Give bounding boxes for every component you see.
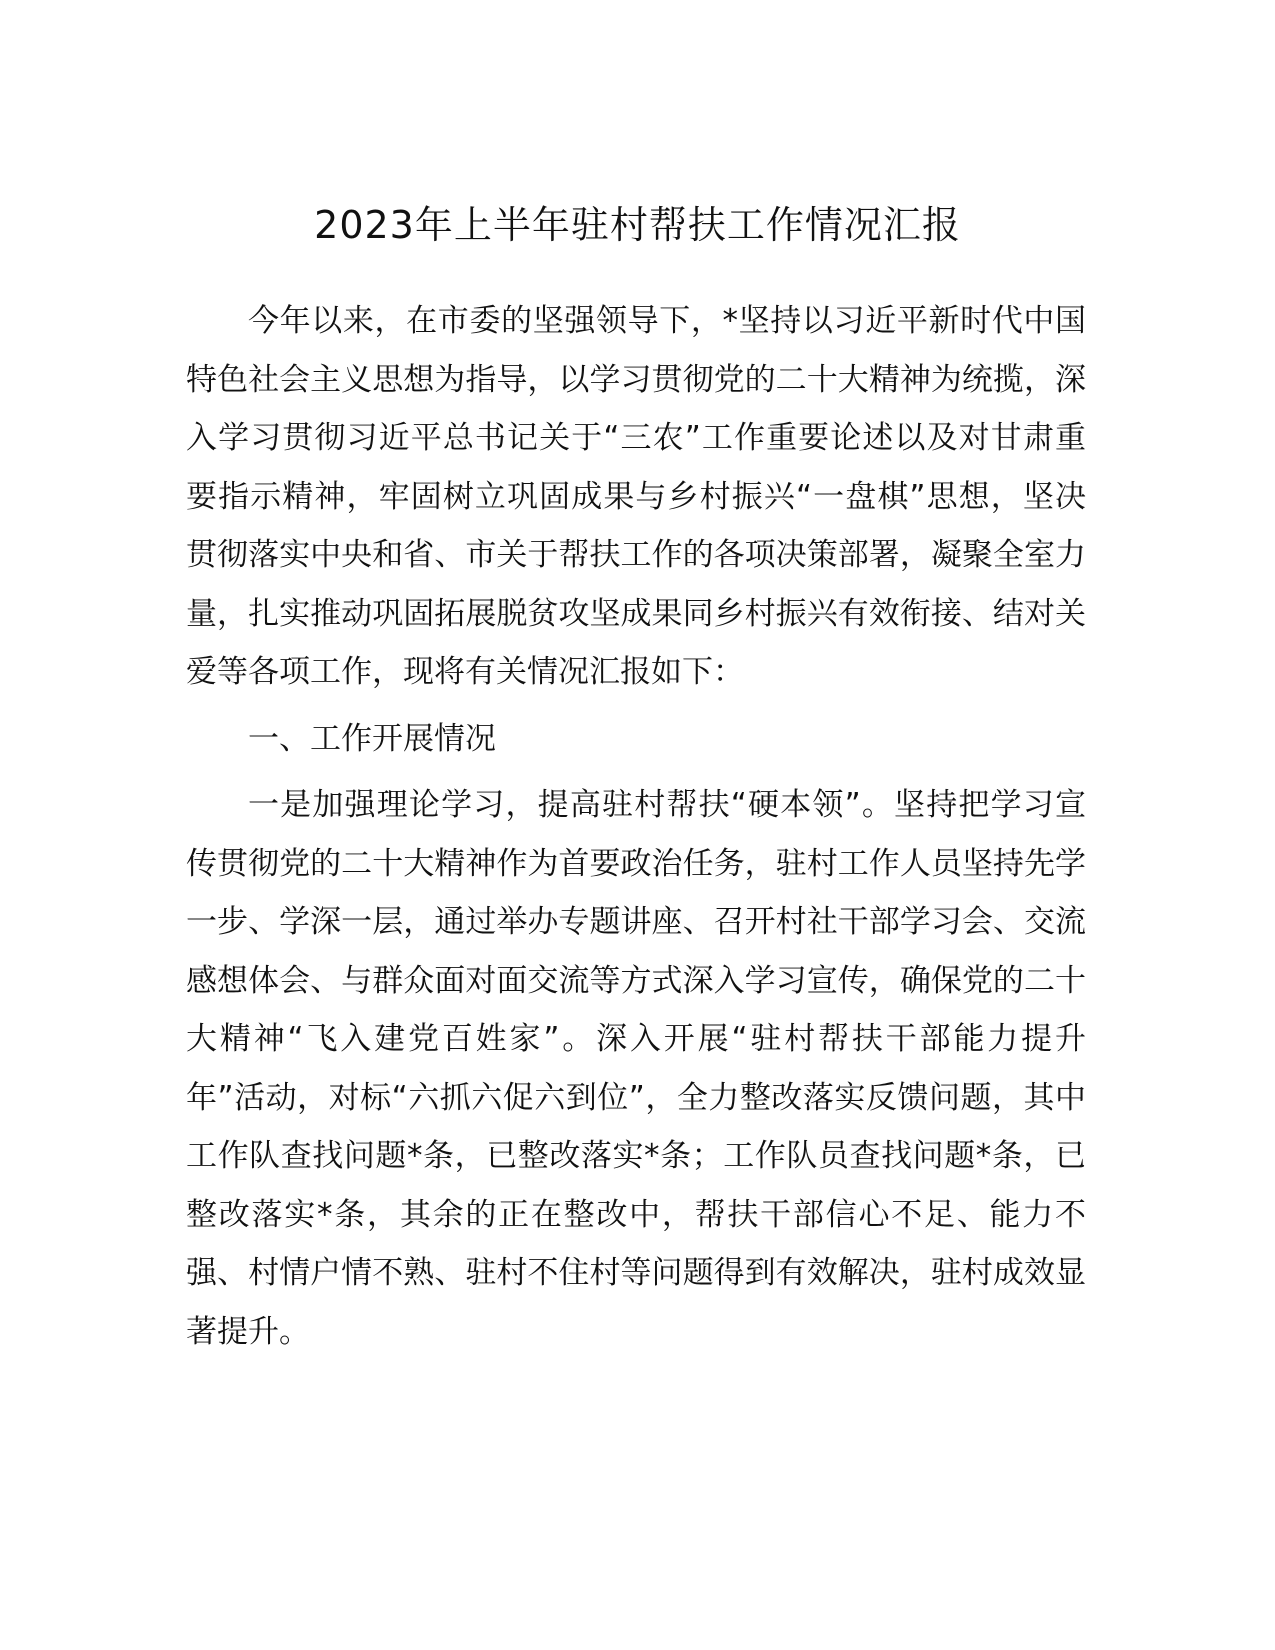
intro-paragraph: 今年以来，在市委的坚强领导下，*坚持以习近平新时代中国特色社会主义思想为指导，以学习贯彻党的二十大精神为统揽，深入学习贯彻习近平总书记关于“三农”工作重要论述以及对甘肃重要指示精神，牢固树立巩固成果与乡村振兴“一盘棋”思想，坚决贯彻落实中央和省、市关于帮扶工作的各项决策部署，凝聚全室力量，扎实推动巩固拓展脱贫攻坚成果同乡村振兴有效衔接、结对关爱等各项工作，现将有关情况汇报如下：: [186, 303, 1086, 690]
section-paragraph: 一是加强理论学习，提高驻村帮扶“硬本领”。坚持把学习宣传贯彻党的二十大精神作为首要政治任务，驻村工作人员坚持先学一步、学深一层，通过举办专题讲座、召开村社干部学习会、交流感想体会、与群众面对面交流等方式深入学习宣传，确保党的二十大精神“飞入建党百姓家”。深入开展“驻村帮扶干部能力提升年”活动，对标“六抓六促六到位”，全力整改落实反馈问题，其中工作队查找问题*条，已整改落实*条；工作队员查找问题*条，已整改落实*条，其余的正在整改中，帮扶干部信心不足、能力不强、村情户情不熟、驻村不住村等问题得到有效解决，驻村成效显著提升。: [186, 787, 1086, 1350]
document-body: [186, 292, 1086, 1361]
section-heading: 一、工作开展情况: [248, 720, 496, 757]
document-title: 2023年上半年驻村帮扶工作情况汇报: [314, 203, 961, 247]
